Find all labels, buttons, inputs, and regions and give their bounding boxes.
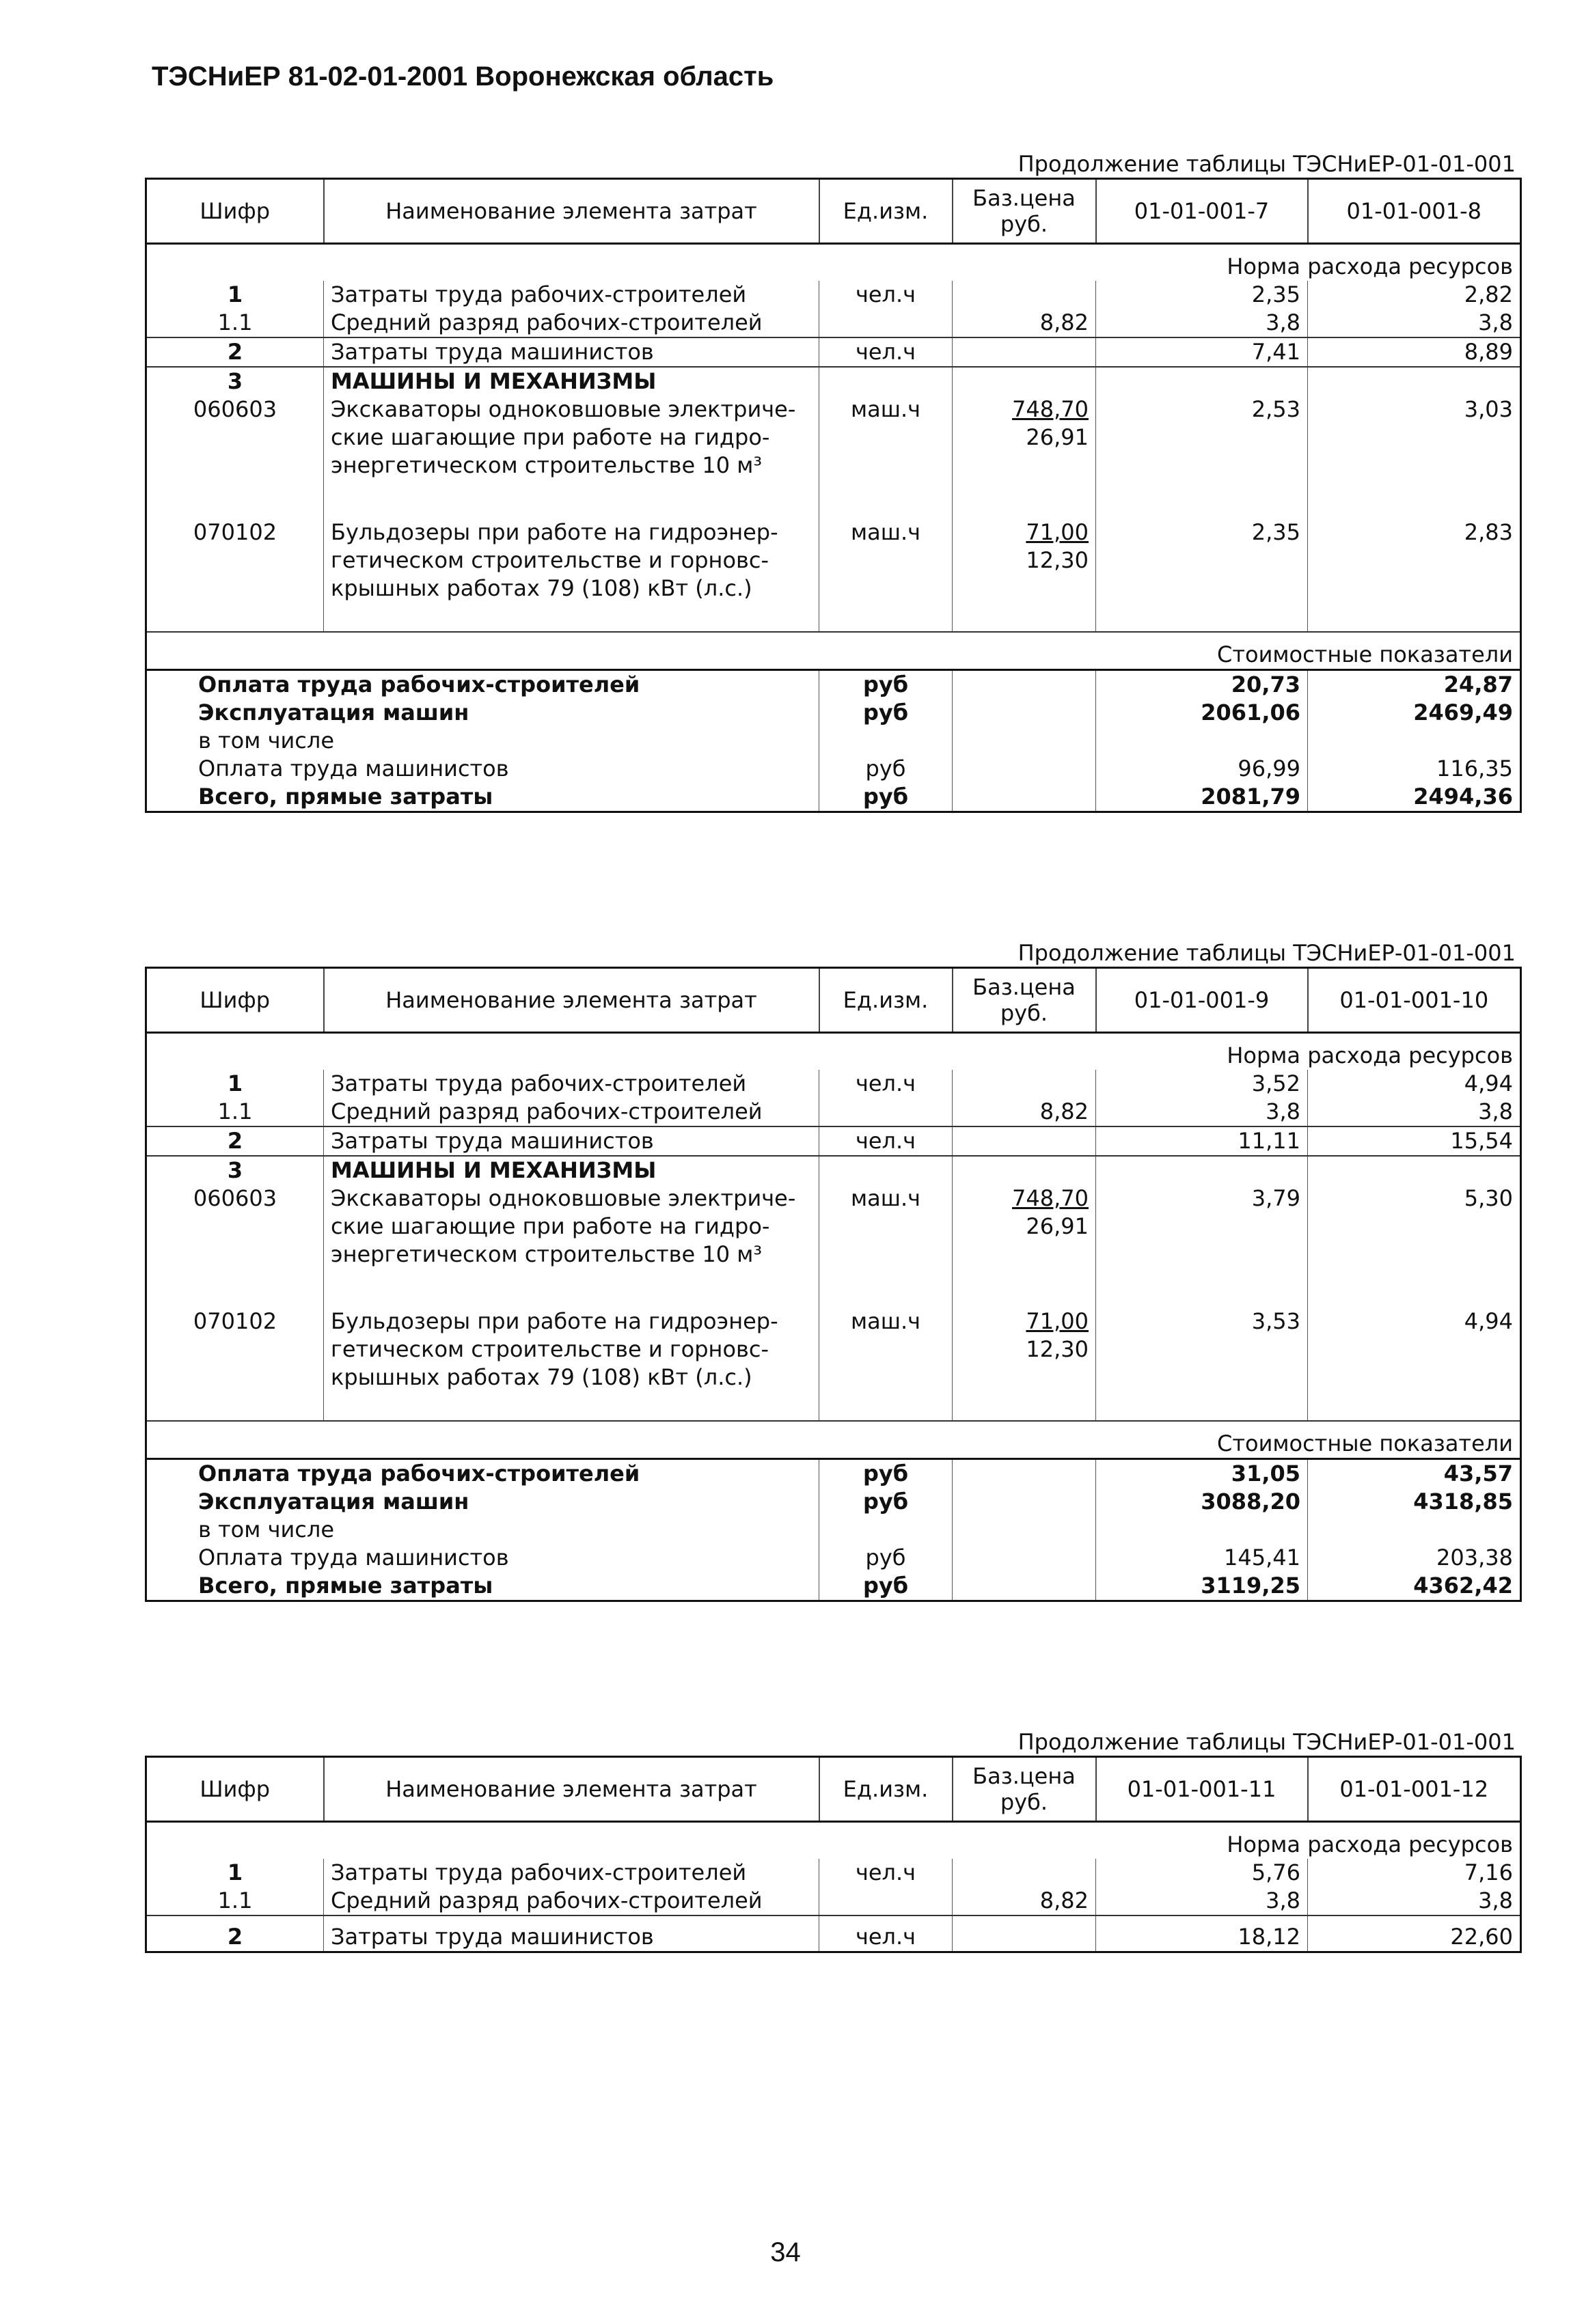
table-row (146, 518, 1521, 632)
row-name-line: энергетическом строительстве 10 м³ (331, 1241, 763, 1267)
norms-table (145, 967, 1522, 1602)
row-name (324, 1185, 819, 1308)
cost-name: Оплата труда рабочих-строителей (146, 670, 819, 700)
row-unit: чел.ч (819, 1859, 953, 1887)
row-value-a: 3,79 (1096, 1185, 1308, 1308)
header-unit: Ед.изм. (819, 1757, 953, 1822)
row-name-line: Бульдозеры при работе на гидроэнер- (331, 519, 778, 545)
table-caption: Продолжение таблицы ТЭСНиЕР-01-01-001 (1017, 940, 1516, 966)
header-code: Шифр (146, 968, 324, 1033)
row-value-a: 2,53 (1096, 396, 1308, 518)
row-price: 8,82 (953, 309, 1096, 337)
table-row (146, 1887, 1521, 1915)
row-name: Затраты труда рабочих-строителей (324, 1070, 819, 1098)
row-name-line: крышных работах 79 (108) кВт (л.с.) (331, 1364, 752, 1390)
row-code: 1.1 (217, 1098, 253, 1124)
cost-name: в том числе (198, 1517, 334, 1543)
cost-row (146, 1572, 1521, 1601)
header-col-a: 01-01-001-11 (1096, 1757, 1308, 1822)
page-title: ТЭСНиЕР 81-02-01-2001 Воронежская область (152, 61, 774, 92)
cost-value-b: 203,38 (1308, 1544, 1521, 1572)
table-row (146, 1156, 1521, 1185)
cost-value-a: 145,41 (1096, 1544, 1308, 1572)
header-col-a: 01-01-001-9 (1096, 968, 1308, 1033)
row-unit: чел.ч (819, 1915, 953, 1952)
cost-name: Всего, прямые затраты (198, 784, 493, 810)
row-name: МАШИНЫ И МЕХАНИЗМЫ (324, 367, 819, 396)
table-block-2 (145, 939, 1520, 1602)
row-name (324, 396, 819, 518)
table-row (146, 337, 1521, 367)
cost-unit: руб (819, 1488, 953, 1516)
row-code: 1.1 (217, 309, 253, 335)
row-name: Средний разряд рабочих-строителей (324, 309, 819, 337)
row-value-b: 22,60 (1308, 1915, 1521, 1952)
header-col-b: 01-01-001-12 (1308, 1757, 1521, 1822)
header-price: Баз.цена руб. (953, 968, 1096, 1033)
row-value-a: 2,35 (1096, 281, 1308, 309)
row-price (953, 1308, 1096, 1421)
price-operator: 12,30 (1026, 547, 1089, 573)
table-row (146, 367, 1521, 396)
row-price: 8,82 (953, 1098, 1096, 1126)
page-number: 34 (770, 2237, 801, 2267)
row-unit: чел.ч (819, 281, 953, 309)
header-col-a: 01-01-001-7 (1096, 179, 1308, 244)
section-norms-label: Норма расхода ресурсов (146, 244, 1521, 281)
row-name: Затраты труда машинистов (324, 337, 819, 367)
header-name: Наименование элемента затрат (324, 1757, 819, 1822)
row-unit: чел.ч (819, 337, 953, 367)
row-name-line: крышных работах 79 (108) кВт (л.с.) (331, 575, 752, 601)
row-code: 2 (146, 1915, 324, 1952)
row-unit: маш.ч (819, 396, 953, 518)
table-row (146, 1098, 1521, 1126)
row-value-a: 3,8 (1096, 1887, 1308, 1915)
row-value-b: 3,8 (1308, 1098, 1521, 1126)
header-unit: Ед.изм. (819, 968, 953, 1033)
table-row (146, 396, 1521, 518)
row-name: Средний разряд рабочих-строителей (324, 1098, 819, 1126)
row-value-a: 5,76 (1096, 1859, 1308, 1887)
row-name: Затраты труда рабочих-строителей (324, 1859, 819, 1887)
cost-value-b: 43,57 (1308, 1459, 1521, 1489)
header-code: Шифр (146, 179, 324, 244)
cost-value-b: 4318,85 (1308, 1488, 1521, 1516)
cost-value-a: 31,05 (1096, 1459, 1308, 1489)
table-header-row (146, 968, 1521, 1033)
table-block-1 (145, 150, 1520, 813)
cost-name: Всего, прямые затраты (198, 1573, 493, 1599)
cost-value-a: 2061,06 (1096, 699, 1308, 727)
price-total: 71,00 (1026, 1308, 1089, 1334)
row-name-line: гетическом строительстве и горновс- (331, 547, 769, 573)
row-value-b: 3,03 (1308, 396, 1521, 518)
header-col-b: 01-01-001-10 (1308, 968, 1521, 1033)
section-norms-label: Норма расхода ресурсов (146, 1822, 1521, 1859)
row-value-a: 2,35 (1096, 518, 1308, 632)
row-name-line: Экскаваторы одноковшовые электриче- (331, 396, 796, 422)
table-row (146, 1126, 1521, 1156)
cost-row (146, 727, 1521, 755)
table-header-row (146, 179, 1521, 244)
row-price: 8,82 (953, 1887, 1096, 1915)
section-costs-label: Стоимостные показатели (146, 632, 1521, 670)
row-price (953, 396, 1096, 518)
cost-value-a: 3119,25 (1096, 1572, 1308, 1601)
cost-row (146, 783, 1521, 812)
row-value-a: 3,52 (1096, 1070, 1308, 1098)
header-col-b: 01-01-001-8 (1308, 179, 1521, 244)
header-name: Наименование элемента затрат (324, 968, 819, 1033)
cost-value-b: 2469,49 (1308, 699, 1521, 727)
cost-unit: руб (819, 1544, 953, 1572)
row-code: 3 (146, 367, 324, 396)
table-caption: Продолжение таблицы ТЭСНиЕР-01-01-001 (1017, 1729, 1516, 1755)
cost-row (146, 1488, 1521, 1516)
cost-name: Оплата труда машинистов (198, 1545, 509, 1571)
table-row (146, 309, 1521, 337)
price-operator: 26,91 (1026, 1213, 1089, 1239)
table-header-row (146, 1757, 1521, 1822)
row-code: 1.1 (217, 1887, 253, 1913)
row-unit: чел.ч (819, 1070, 953, 1098)
row-code: 1 (227, 1070, 243, 1096)
row-name-line: ские шагающие при работе на гидро- (331, 1213, 770, 1239)
row-name-line: энергетическом строительстве 10 м³ (331, 452, 763, 478)
cost-unit: руб (819, 1572, 953, 1601)
norms-table (145, 1756, 1522, 1953)
section-norms-label: Норма расхода ресурсов (146, 1033, 1521, 1070)
row-value-a: 3,8 (1096, 309, 1308, 337)
price-operator: 26,91 (1026, 424, 1089, 450)
row-name: Затраты труда рабочих-строителей (324, 281, 819, 309)
table-row (146, 1859, 1521, 1887)
row-name-line: Бульдозеры при работе на гидроэнер- (331, 1308, 778, 1334)
row-name (324, 518, 819, 632)
cost-row (146, 670, 1521, 700)
cost-value-b: 4362,42 (1308, 1572, 1521, 1601)
cost-value-a: 20,73 (1096, 670, 1308, 700)
row-unit: маш.ч (819, 518, 953, 632)
row-code: 060603 (193, 396, 277, 422)
header-code: Шифр (146, 1757, 324, 1822)
row-code: 2 (146, 1126, 324, 1156)
cost-unit: руб (819, 1459, 953, 1489)
cost-value-a: 2081,79 (1096, 783, 1308, 812)
row-value-b: 4,94 (1308, 1308, 1521, 1421)
price-total: 748,70 (1012, 396, 1089, 422)
row-code: 3 (146, 1156, 324, 1185)
cost-row (146, 1459, 1521, 1489)
row-code: 070102 (193, 519, 277, 545)
table-block-3 (145, 1728, 1520, 1953)
row-name-line: гетическом строительстве и горновс- (331, 1336, 769, 1362)
row-price (953, 518, 1096, 632)
table-row (146, 1070, 1521, 1098)
cost-row (146, 1516, 1521, 1544)
row-value-b: 5,30 (1308, 1185, 1521, 1308)
row-name: Средний разряд рабочих-строителей (324, 1887, 819, 1915)
row-name: МАШИНЫ И МЕХАНИЗМЫ (324, 1156, 819, 1185)
row-name: Затраты труда машинистов (324, 1915, 819, 1952)
table-caption: Продолжение таблицы ТЭСНиЕР-01-01-001 (1017, 151, 1516, 177)
row-price (953, 1185, 1096, 1308)
row-code: 2 (146, 337, 324, 367)
cost-value-a: 96,99 (1096, 755, 1308, 783)
row-value-a: 7,41 (1096, 337, 1308, 367)
row-name (324, 1308, 819, 1421)
price-operator: 12,30 (1026, 1336, 1089, 1362)
row-value-b: 7,16 (1308, 1859, 1521, 1887)
row-unit: чел.ч (819, 1126, 953, 1156)
row-value-b: 3,8 (1308, 309, 1521, 337)
row-value-b: 15,54 (1308, 1126, 1521, 1156)
row-value-a: 11,11 (1096, 1126, 1308, 1156)
row-value-a: 18,12 (1096, 1915, 1308, 1952)
cost-unit: руб (819, 755, 953, 783)
cost-unit: руб (819, 670, 953, 700)
table-row (146, 1185, 1521, 1308)
row-unit: маш.ч (819, 1185, 953, 1308)
row-name-line: Экскаваторы одноковшовые электриче- (331, 1185, 796, 1211)
row-code: 1 (227, 281, 243, 307)
row-code: 070102 (193, 1308, 277, 1334)
cost-value-b: 2494,36 (1308, 783, 1521, 812)
cost-value-b: 24,87 (1308, 670, 1521, 700)
row-code: 1 (227, 1859, 243, 1885)
cost-row (146, 1544, 1521, 1572)
header-unit: Ед.изм. (819, 179, 953, 244)
header-price: Баз.цена руб. (953, 179, 1096, 244)
cost-name: Оплата труда рабочих-строителей (146, 1459, 819, 1489)
cost-name: Эксплуатация машин (198, 700, 469, 725)
row-value-a: 3,53 (1096, 1308, 1308, 1421)
cost-row (146, 755, 1521, 783)
row-code: 060603 (193, 1185, 277, 1211)
table-row (146, 1915, 1521, 1952)
row-value-b: 4,94 (1308, 1070, 1521, 1098)
table-row (146, 1308, 1521, 1421)
section-costs-label: Стоимостные показатели (146, 1421, 1521, 1459)
row-name-line: ские шагающие при работе на гидро- (331, 424, 770, 450)
cost-value-a: 3088,20 (1096, 1488, 1308, 1516)
cost-name: Эксплуатация машин (198, 1489, 469, 1514)
price-total: 748,70 (1012, 1185, 1089, 1211)
cost-unit: руб (819, 699, 953, 727)
cost-unit: руб (819, 783, 953, 812)
price-total: 71,00 (1026, 519, 1089, 545)
row-value-a: 3,8 (1096, 1098, 1308, 1126)
norms-table (145, 178, 1522, 813)
cost-row (146, 699, 1521, 727)
row-value-b: 8,89 (1308, 337, 1521, 367)
row-name: Затраты труда машинистов (324, 1126, 819, 1156)
row-unit: маш.ч (819, 1308, 953, 1421)
header-price: Баз.цена руб. (953, 1757, 1096, 1822)
header-name: Наименование элемента затрат (324, 179, 819, 244)
row-value-b: 2,83 (1308, 518, 1521, 632)
table-row (146, 281, 1521, 309)
cost-name: Оплата труда машинистов (198, 756, 509, 781)
row-value-b: 2,82 (1308, 281, 1521, 309)
cost-value-b: 116,35 (1308, 755, 1521, 783)
row-value-b: 3,8 (1308, 1887, 1521, 1915)
cost-name: в том числе (198, 728, 334, 753)
